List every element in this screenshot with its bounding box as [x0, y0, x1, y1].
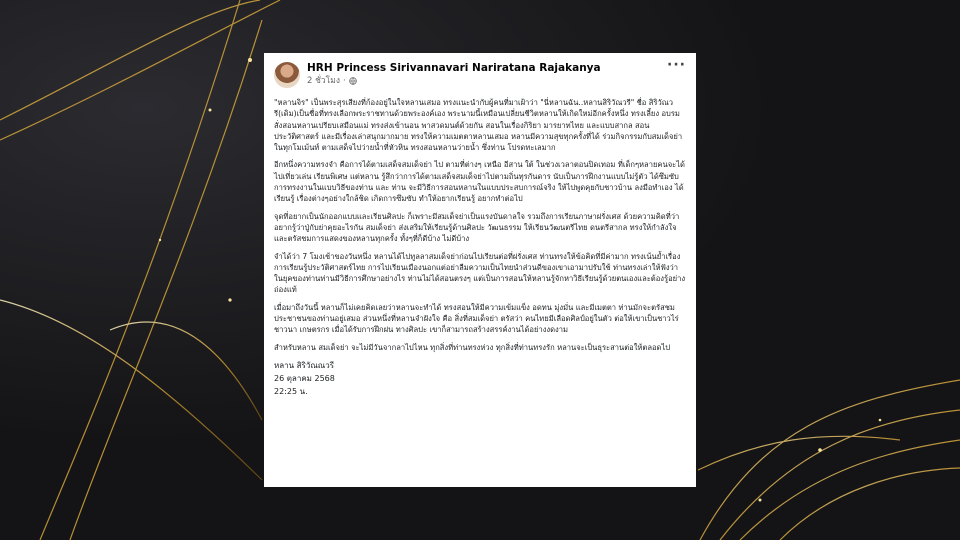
post-body [274, 97, 686, 353]
signature-date: 26 ตุลาคม 2568 [274, 373, 335, 383]
post-paragraph: อีกหนึ่งความทรงจำ คือการได้ตามเสด็จสมเด็จย่า ไป ตามที่ต่างๆ เหนือ อีสาน ใต้ ในช่วงเวลาตอนปิดเทอม ที่เด็กๆหลายคนจะได้ไปเที่ยวเล่น เรียนพิเศษ แต่หลาน รู้สึกว่าการได้ตามเสด็จสมเด็จย่าไปตามถิ่นทุรกันดาร นับเป็นการฝึกงานแบบไม่รู้ตัว ได้ซึมซับการทรงงานในแบบวิธีของท่าน และ ท่าน จะมีวิธีการสอนหลานในแบบประสบการณ์จริง ให้ไปพูดคุยกับชาวบ้าน ลงมือทำเอง ได้เรียนรู้ เรื่องต่างๆอย่างใกล้ชิด เกิดการซึมซับ ทำให้อยากเรียนรู้ อยากทำต่อไป [274, 160, 685, 204]
post-header [274, 57, 686, 97]
post-paragraph: สำหรับหลาน สมเด็จย่า จะไม่มีวันจากลาไปไหน ทุกสิ่งที่ท่านทรงห่วง ทุกสิ่งที่ท่านทรงรัก หลานจะเป็นธุระสานต่อให้ตลอดไป [274, 342, 671, 352]
post-paragraph: เมื่อมาถึงวันนี้ หลานก็ไม่เคยคิดเลยว่าหลานจะทำได้ ทรงสอนให้มีความเข้มแข็ง อดทน มุ่งมั่น และมีเมตตา ท่านมักจะตรัสชมประชาชนของท่านอยู่เสมอ ส่วนหนึ่งที่หลานจำฝังใจ คือ สิ่งที่สมเด็จย่า ตรัสว่า คนไทยมีเลือดศิลป์อยู่ในตัว ต่อให้เขาเป็นชาวไร่ ชาวนา เกษตรกร เมื่อได้รับการฝึกฝน ทางศิลปะ เขาก็สามารถสร้างสรรค์งานได้อย่างงดงาม [274, 302, 679, 335]
post-paragraph: จำได้ว่า 7 โมงเช้าของวันหนึ่ง หลานได้ไปทูลลาสมเด็จย่าก่อนไปเรียนต่อที่ฝรั่งเศส ท่านทรงให้ข้อคิดที่มีค่ามาก ทรงเน้นย้ำเรื่องการเรียนรู้ประวัติศาสตร์ไทย การไปเรียนเมืองนอกแต่อย่าลืมความเป็นไทยนำส่วนดีของเขาเอามาปรับใช้ ท่านทรงเล่าให้ฟังว่าในยุคของท่านท่านมีวิธีการศึกษาอย่างไร ท่านไม่ได้สอนตรงๆ แต่เป็นการสอนให้หลานรู้จักหาวิธีเรียนรู้ด้วยตนเองและต้องรู้อย่างถ่องแท้ [274, 251, 686, 295]
post-time[interactable]: 2 ชั่วโมง [307, 76, 340, 86]
author-name[interactable]: HRH Princess Sirivannavari Nariratana Rajakanya [307, 62, 601, 74]
signature-name: หลาน สิริวัณณวรี [274, 360, 334, 370]
post-paragraph: "หลานจิร" เป็นพระสุรเสียงที่ก้องอยู่ในใจหลานเสมอ ทรงแนะนำกับผู้คนที่มาเฝ้าว่า "นี่หลานฉัน..หลานสิริวัณวรี" ชื่อ สิริวัณวรี(เดิม)เป็นชื่อที่ทรงเลือกพระราชทานด้วยพระองค์เอง พระนามนี้เหมือนเปลี่ยนชีวิตหลานให้เกิดใหม่อีกครั้งหนึ่ง ทรงเลี้ยง อบรม สั่งสอนหลานเปรียบเสมือนแม่ ทรงส่งเข้านอน พาสวดมนต์ด้วยกัน สอนในเรื่องกิริยา มารยาทไทย และแบบสากล สอนประวัติศาสตร์ และมีเรื่องเล่าสนุกมากมาย ทรงให้ความเมตตาหลานเสมอ หลานมีความสุขทุกครั้งที่ได้ ร่วมกิจกรรมกับสมเด็จย่า ในทุกโมเม้นท์ ตามเสด็จไปว่ายน้ำที่หัวหิน ทรงสอนหลานว่ายน้ำ ซึ่งท่าน โปรดทะเลมาก [274, 98, 683, 153]
avatar[interactable] [274, 62, 300, 88]
signature-block [274, 359, 686, 398]
post-subline: 2 ชั่วโมง · [307, 75, 667, 87]
post-meta [307, 61, 667, 87]
more-options-icon[interactable]: ··· [667, 57, 686, 73]
globe-icon [349, 77, 357, 85]
signature-time: 22:25 น. [274, 386, 308, 396]
facebook-post-card [264, 53, 696, 487]
post-paragraph: จุดที่อยากเป็นนักออกแบบและเรียนศิลปะ ก็เพราะมีสมเด็จย่าเป็นแรงบันดาลใจ รวมถึงการเรียนภาษาฝรั่งเศส ด้วยความคิดที่ว่าอยากรู้ว่าปู่กับย่าคุยอะไรกัน สมเด็จย่า ส่งเสริมให้เรียนรู้ด้านศิลปะ วัฒนธรรม ให้เรียนวัฒนตรีไทย ดนตรีสากล ทรงให้กำลังใจและตรัสชมการแสดงของหลานทุกครั้ง ทั้งๆที่ก็ดีบ้าง ไม่ดีบ้าง [274, 211, 680, 244]
